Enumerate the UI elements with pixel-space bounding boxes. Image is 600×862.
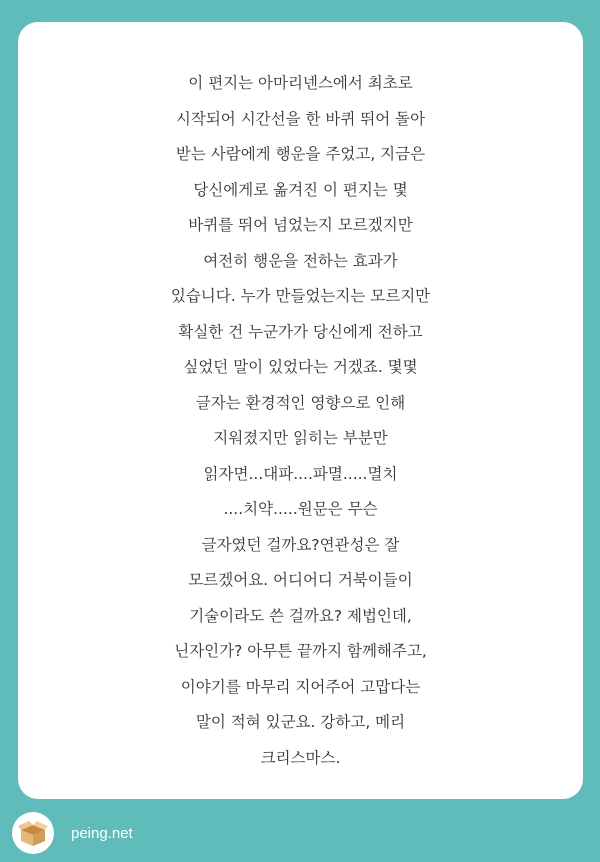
footer [12,812,133,854]
question-text [18,66,583,776]
question-line: 이야기를 마무리 지어주어 고맙다는 [180,677,421,696]
question-line: 이 편지는 아마리넨스에서 최초로 [188,74,413,92]
question-line: 크리스마스. [260,748,341,767]
site-link[interactable]: peing.net [71,824,133,842]
question-line: 당신에게로 옮겨진 이 편지는 몇 [193,180,408,199]
open-box-icon[interactable] [12,812,54,854]
question-line: 말이 적혀 있군요. 강하고, 메리 [195,713,406,731]
question-line: 지워졌지만 읽히는 부분만 [213,429,388,447]
question-line: 싶었던 말이 있었다는 거겠죠. 몇몇 [183,358,418,376]
question-line: 여전히 행운을 전하는 효과가 [203,251,398,270]
question-line: 기술이라도 쓴 걸까요? 제법인데, [189,606,412,625]
question-line: 읽자면...대파....파멸.....멸치 [203,464,398,483]
question-line: 시작되어 시간선을 한 바퀴 뛰어 돌아 [175,109,426,128]
question-line: 글자는 환경적인 영향으로 인해 [195,393,406,412]
question-line: 있습니다. 누가 만들었는지는 모르지만 [170,287,431,305]
question-line: 바퀴를 뛰어 넘었는지 모르겠지만 [188,216,413,234]
question-line: 모르겠어요. 어디어디 거북이들이 [188,571,413,589]
question-line: 받는 사람에게 행운을 주었고, 지금은 [175,145,426,163]
question-line: 글자였던 걸까요?연관성은 잘 [201,535,400,554]
question-card [18,22,583,799]
question-line: ....치약.....원문은 무슨 [223,500,378,518]
question-line: 닌자인가? 아무튼 끝까지 함께해주고, [174,642,427,660]
question-line: 확실한 건 누군가가 당신에게 전하고 [178,322,423,341]
